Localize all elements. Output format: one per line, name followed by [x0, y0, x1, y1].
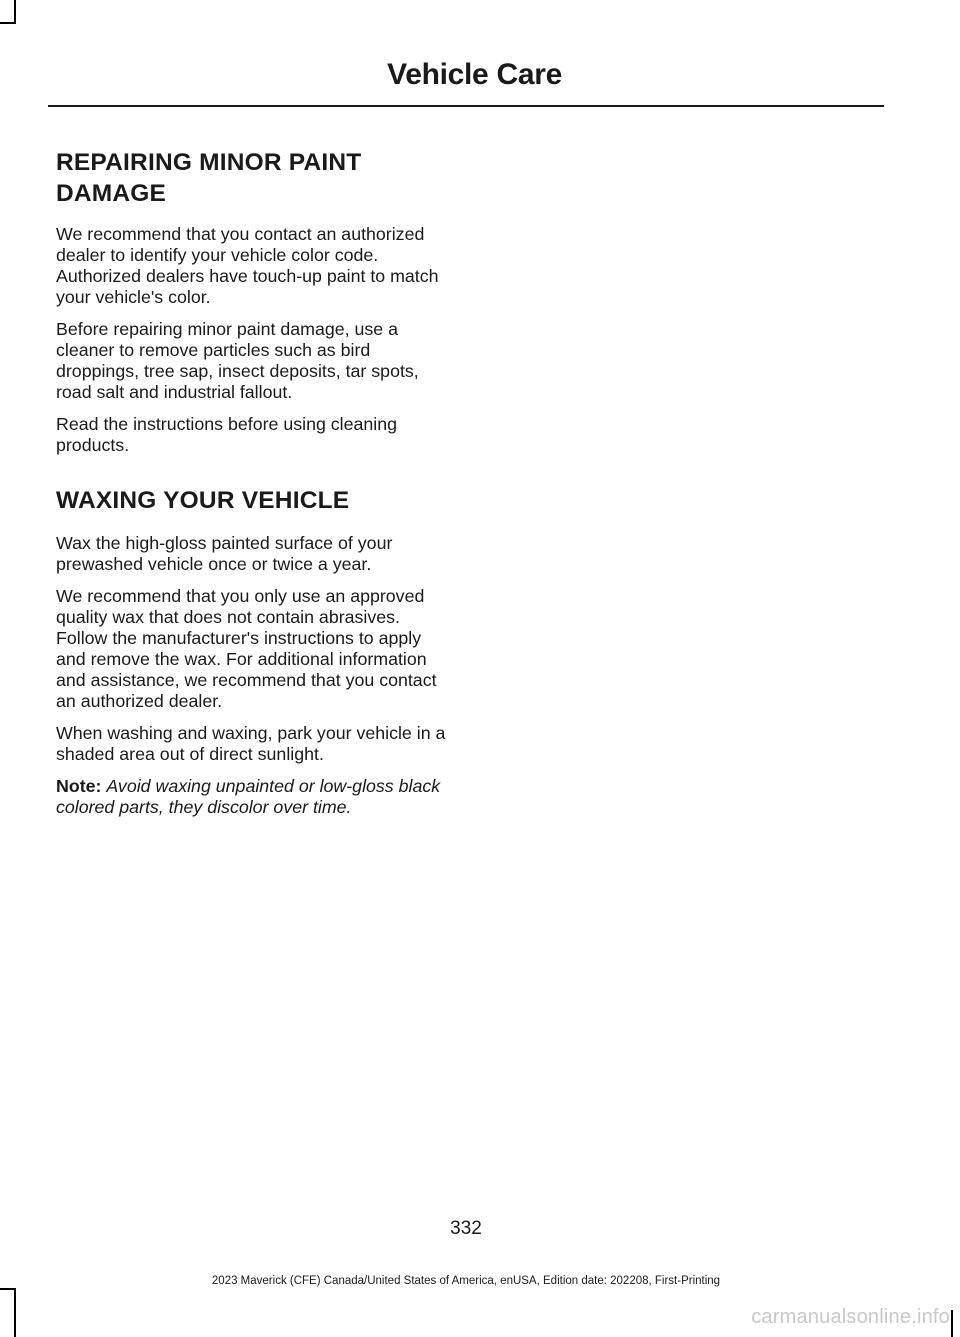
heading-repairing-minor-paint-damage — [56, 148, 450, 208]
crop-mark-right-vertical — [951, 1310, 953, 1337]
paragraph-shaded-area: When washing and waxing, park your vehicle in a shaded area out of direct sunlight. — [56, 723, 446, 764]
crop-mark-bottom-left-horizontal — [0, 1288, 16, 1290]
heading-line-2: DAMAGE — [56, 180, 167, 207]
paragraph-before-repairing: Before repairing minor paint damage, use a cleaner to remove particles such as bird droppings, tree sap, insect deposits, tar spots, road salt and industrial fallout. — [56, 319, 419, 402]
note-label: Note: — [56, 776, 102, 796]
watermark-text: carmanualsonline.info — [751, 1306, 950, 1328]
content-column — [56, 140, 450, 818]
section-header-title: Vehicle Care — [387, 58, 562, 91]
paragraph-contact-dealer: We recommend that you contact an authorized dealer to identify your vehicle color code. Authorized dealers have touch-up paint to match your vehicle's color. — [56, 224, 439, 307]
crop-mark-bottom-left-vertical — [14, 1290, 16, 1337]
note-text: Avoid waxing unpainted or low-gloss black colored parts, they discolor over time. — [56, 776, 441, 817]
paragraph-read-instructions: Read the instructions before using cleaning products. — [56, 414, 398, 455]
page-number: 332 — [450, 1218, 482, 1239]
crop-mark-top-left-vertical — [14, 0, 16, 22]
paragraph-wax-surface: Wax the high-gloss painted surface of your prewashed vehicle once or twice a year. — [56, 533, 393, 574]
footer-edition-text: 2023 Maverick (CFE) Canada/United States of America, enUSA, Edition date: 202208, First-Printing — [211, 1275, 721, 1287]
crop-mark-top-left-horizontal — [0, 22, 16, 24]
note-paragraph — [56, 776, 450, 818]
heading-waxing-your-vehicle: WAXING YOUR VEHICLE — [56, 487, 350, 514]
paragraph-approved-wax: We recommend that you only use an approved quality wax that does not contain abrasives. Follow the manufacturer's instructions to apply and remove the wax. For additional information and assistance, we recommend that you contact an authorized dealer. — [56, 586, 437, 711]
heading-line-1: REPAIRING MINOR PAINT — [56, 149, 362, 176]
header-divider — [48, 105, 884, 107]
